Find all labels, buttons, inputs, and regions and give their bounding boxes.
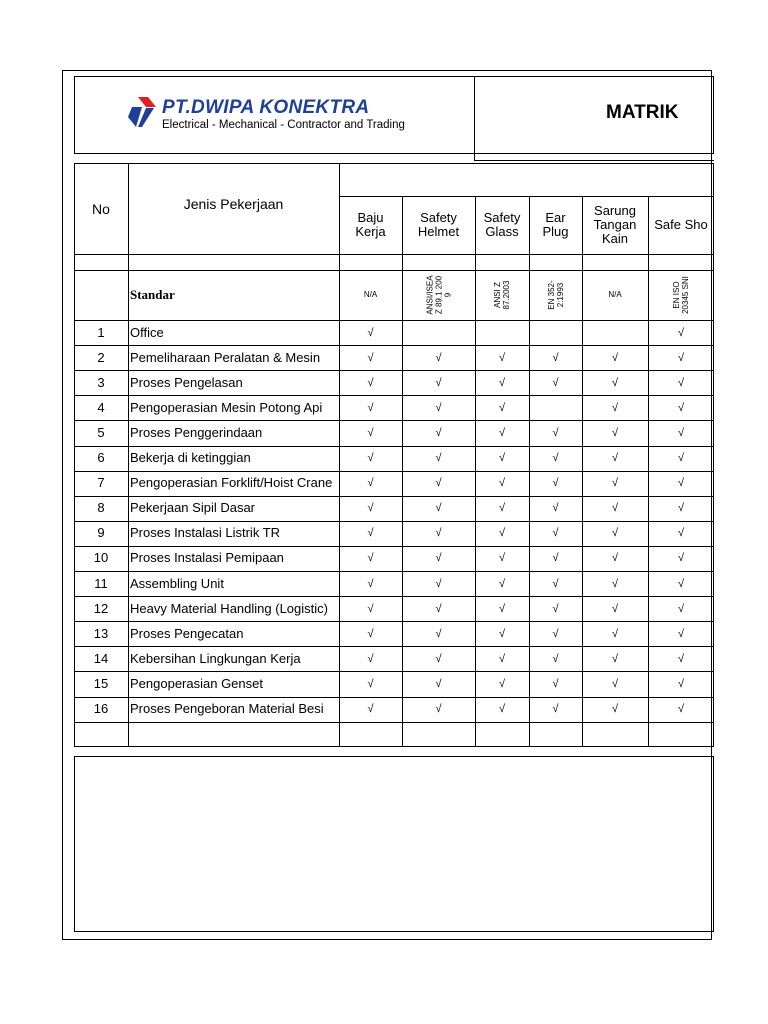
- check-mark: √: [611, 452, 619, 465]
- check-mark: √: [611, 627, 619, 640]
- row-job-name: Heavy Material Handling (Logistic): [130, 600, 328, 616]
- ppe-column-header: Safe Sho: [654, 217, 708, 232]
- check-mark: √: [435, 351, 442, 364]
- check-mark: √: [367, 703, 374, 716]
- check-mark: √: [552, 577, 559, 590]
- check-mark: √: [435, 426, 442, 439]
- row-job-name: Pengoperasian Genset: [130, 675, 263, 691]
- check-mark: √: [552, 552, 559, 565]
- check-mark: √: [498, 452, 506, 465]
- check-mark: √: [677, 652, 685, 665]
- row-job-name: Proses Pengecatan: [130, 625, 244, 641]
- check-mark: √: [552, 452, 559, 465]
- check-mark: √: [498, 703, 506, 716]
- row-job-name: Proses Penggerindaan: [130, 424, 263, 440]
- standard-row-label: Standar: [130, 287, 175, 302]
- row-job-name: Pengoperasian Forklift/Hoist Crane: [130, 475, 333, 491]
- check-mark: √: [677, 502, 685, 515]
- company-logo-icon: [126, 95, 160, 129]
- check-mark: √: [552, 351, 559, 364]
- row-job-name: Proses Pengeboran Material Besi: [130, 701, 324, 717]
- row-number: 1: [97, 324, 105, 340]
- row-job-name: Bekerja di ketinggian: [130, 450, 251, 466]
- check-mark: √: [435, 577, 442, 590]
- row-number: 14: [93, 650, 109, 666]
- check-mark: √: [435, 452, 442, 465]
- check-mark: √: [677, 477, 685, 490]
- check-mark: √: [435, 502, 442, 515]
- check-mark: √: [611, 426, 619, 439]
- check-mark: √: [611, 502, 619, 515]
- ppe-standard-label: N/A: [363, 290, 378, 299]
- check-mark: √: [677, 627, 685, 640]
- check-mark: √: [552, 627, 559, 640]
- check-mark: √: [435, 602, 442, 615]
- check-mark: √: [677, 602, 685, 615]
- header-divider: [474, 76, 475, 160]
- check-mark: √: [498, 376, 506, 389]
- check-mark: √: [611, 477, 619, 490]
- check-mark: √: [367, 426, 374, 439]
- row-number: 9: [97, 525, 105, 541]
- check-mark: √: [367, 326, 374, 339]
- check-mark: √: [611, 376, 619, 389]
- ppe-column-header: Sarung Tangan Kain: [593, 203, 637, 246]
- check-mark: √: [367, 351, 374, 364]
- check-mark: √: [677, 426, 685, 439]
- row-number: 11: [94, 575, 108, 591]
- check-mark: √: [498, 527, 506, 540]
- ppe-standard-label: ANSI/ISEA Z 89.1 200 9: [425, 275, 452, 315]
- check-mark: √: [611, 703, 619, 716]
- ppe-standard-label: N/A: [608, 290, 622, 299]
- row-job-name: Pekerjaan Sipil Dasar: [130, 500, 256, 516]
- check-mark: √: [552, 376, 559, 389]
- check-mark: √: [367, 652, 374, 665]
- row-job-name: Pemeliharaan Peralatan & Mesin: [130, 349, 321, 365]
- row-number: 3: [97, 374, 105, 390]
- check-mark: √: [677, 552, 685, 565]
- ppe-standard-label: EN 352-2:1993: [546, 280, 565, 310]
- ppe-column-header: Baju Kerja: [355, 210, 386, 239]
- row-number: 15: [93, 675, 109, 691]
- check-mark: √: [367, 502, 374, 515]
- check-mark: √: [435, 703, 442, 716]
- check-mark: √: [367, 376, 374, 389]
- document-title: MATRIK: [606, 102, 679, 123]
- header-subline: [474, 160, 714, 161]
- check-mark: √: [552, 527, 559, 540]
- row-number: 10: [93, 550, 109, 566]
- check-mark: √: [435, 401, 442, 414]
- row-job-name: Kebersihan Lingkungan Kerja: [130, 650, 301, 666]
- ppe-column-header: Safety Helmet: [417, 210, 460, 239]
- check-mark: √: [367, 401, 374, 414]
- row-job-name: Proses Instalasi Listrik TR: [130, 525, 281, 541]
- notes-box: [74, 756, 714, 932]
- check-mark: √: [611, 351, 619, 364]
- row-number: 7: [97, 475, 105, 491]
- check-mark: √: [435, 376, 442, 389]
- check-mark: √: [367, 452, 374, 465]
- ppe-column-header: Safety Glass: [483, 210, 521, 239]
- check-mark: √: [498, 426, 506, 439]
- check-mark: √: [367, 477, 374, 490]
- check-mark: √: [498, 477, 506, 490]
- check-mark: √: [498, 552, 506, 565]
- check-mark: √: [498, 602, 506, 615]
- check-mark: √: [435, 627, 442, 640]
- check-mark: √: [498, 627, 506, 640]
- check-mark: √: [611, 552, 619, 565]
- check-mark: √: [677, 351, 685, 364]
- check-mark: √: [435, 552, 442, 565]
- column-header-job: Jenis Pekerjaan: [183, 195, 284, 212]
- check-mark: √: [677, 527, 685, 540]
- check-mark: √: [435, 527, 442, 540]
- company-name: PT.DWIPA KONEKTRA: [162, 97, 370, 118]
- check-mark: √: [498, 652, 506, 665]
- check-mark: √: [677, 703, 685, 716]
- check-mark: √: [367, 602, 374, 615]
- check-mark: √: [435, 652, 442, 665]
- row-number: 8: [97, 500, 105, 516]
- check-mark: √: [498, 577, 506, 590]
- check-mark: √: [552, 502, 559, 515]
- ppe-standard-label: EN ISO 20345 SNI: [672, 276, 690, 314]
- check-mark: √: [498, 502, 506, 515]
- row-line: [74, 254, 714, 255]
- row-number: 2: [97, 349, 105, 365]
- row-number: 13: [93, 625, 109, 641]
- ppe-column-header: Ear Plug: [542, 210, 569, 239]
- check-mark: √: [498, 351, 506, 364]
- check-mark: √: [552, 652, 559, 665]
- check-mark: √: [552, 677, 559, 690]
- row-number: 16: [93, 701, 109, 717]
- check-mark: √: [552, 703, 559, 716]
- check-mark: √: [552, 602, 559, 615]
- check-mark: √: [435, 677, 442, 690]
- row-job-name: Proses Pengelasan: [130, 374, 243, 390]
- check-mark: √: [367, 552, 374, 565]
- check-mark: √: [611, 577, 619, 590]
- column-header-no: No: [92, 200, 110, 217]
- check-mark: √: [367, 527, 374, 540]
- check-mark: √: [498, 677, 506, 690]
- row-job-name: Proses Instalasi Pemipaan: [130, 550, 284, 566]
- check-mark: √: [677, 326, 685, 339]
- row-number: 6: [97, 450, 105, 466]
- check-mark: √: [435, 477, 442, 490]
- row-number: 4: [97, 399, 105, 415]
- check-mark: √: [677, 401, 685, 414]
- check-mark: √: [498, 401, 506, 414]
- check-mark: √: [677, 677, 685, 690]
- check-mark: √: [677, 577, 685, 590]
- row-job-name: Assembling Unit: [130, 575, 224, 591]
- check-mark: √: [367, 627, 374, 640]
- check-mark: √: [552, 426, 559, 439]
- row-number: 12: [93, 600, 109, 616]
- row-job-name: Office: [130, 324, 164, 340]
- row-line: [74, 722, 714, 723]
- check-mark: √: [611, 527, 619, 540]
- check-mark: √: [611, 652, 619, 665]
- company-tagline: Electrical - Mechanical - Contractor and Trading: [162, 119, 405, 131]
- check-mark: √: [611, 677, 619, 690]
- check-mark: √: [611, 401, 619, 414]
- check-mark: √: [677, 376, 685, 389]
- row-job-name: Pengoperasian Mesin Potong Api: [130, 399, 323, 415]
- row-number: 5: [97, 424, 105, 440]
- check-mark: √: [367, 677, 374, 690]
- check-mark: √: [677, 452, 685, 465]
- check-mark: √: [552, 477, 559, 490]
- ppe-standard-label: ANSI Z 87.2003: [493, 280, 511, 310]
- check-mark: √: [367, 577, 374, 590]
- check-mark: √: [611, 602, 619, 615]
